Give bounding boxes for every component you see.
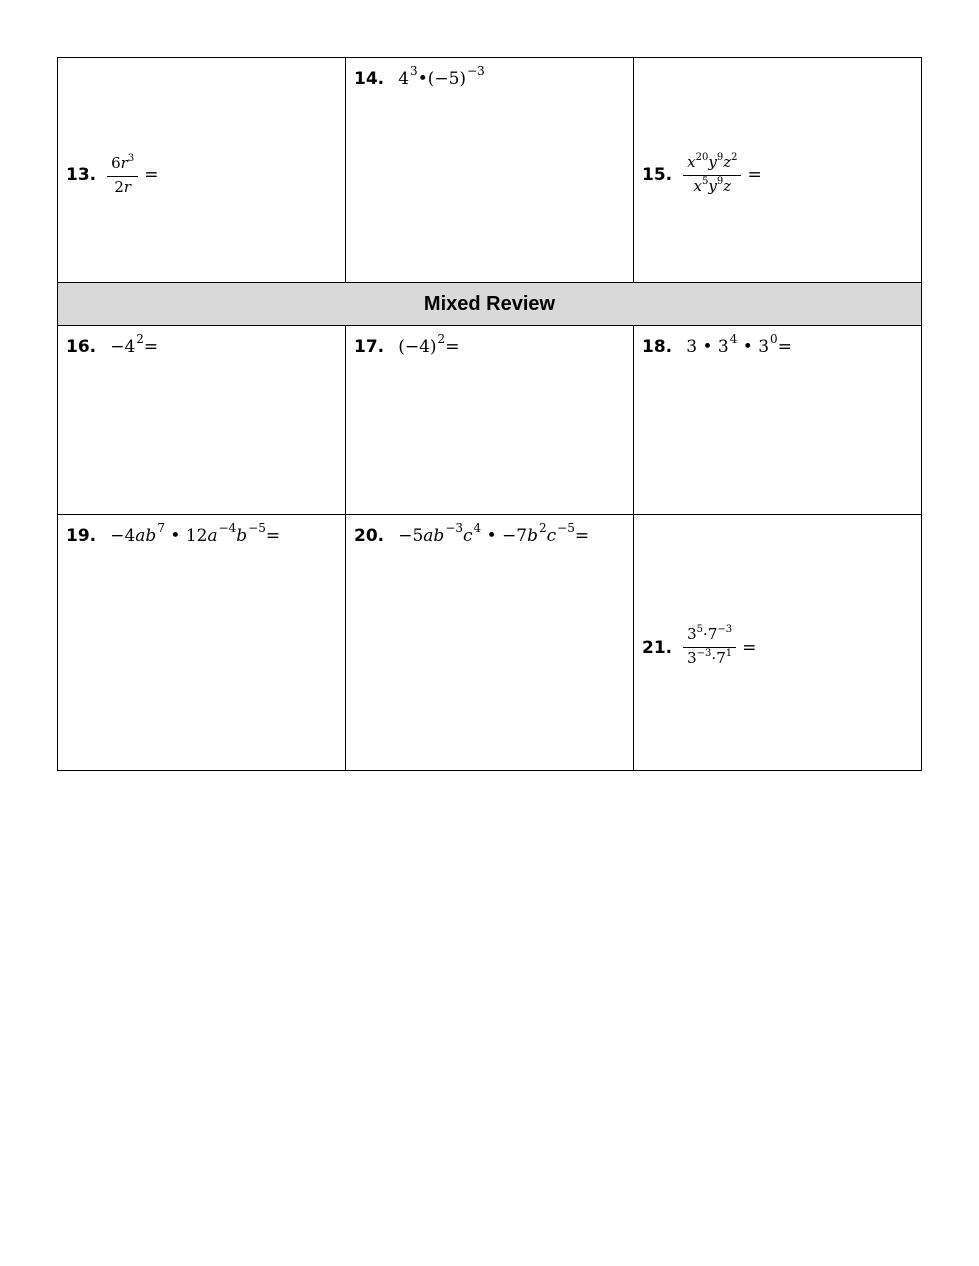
problem-number: 19. — [66, 525, 97, 546]
problem-number: 16. — [66, 336, 97, 357]
problem-number: 18. — [642, 336, 673, 357]
section-banner-row — [58, 283, 922, 326]
problem-17-cell — [346, 326, 634, 515]
table-row — [58, 58, 922, 283]
expression: $-5ab^{-3}c^4$ • $-7b^2c^{-5}=$ — [398, 520, 590, 546]
problem-14-cell — [346, 58, 634, 283]
problem-number: 21. — [642, 637, 673, 658]
fraction: $\frac{6r^3}{2r}$ — [107, 153, 138, 197]
table-row — [58, 515, 922, 771]
mixed-review-banner — [58, 283, 922, 326]
problem-21-cell — [634, 515, 922, 771]
problem-number: 20. — [354, 525, 385, 546]
equals-sign: = — [144, 165, 159, 185]
problem-15-cell — [634, 58, 922, 283]
problem-19-cell — [58, 515, 346, 771]
problem-20-cell — [346, 515, 634, 771]
equals-sign: = — [742, 637, 757, 658]
problem-number: 14. — [354, 68, 385, 89]
problem-number: 17. — [354, 336, 385, 357]
fraction: $\frac{3^5\cdot 7^{-3}}{3^{-3}\cdot 7^1}$ — [683, 624, 736, 671]
expression: $-4ab^7$ • $12a^{-4}b^{-5}=$ — [110, 520, 281, 546]
equals-sign: = — [747, 165, 762, 185]
problem-16-cell — [58, 326, 346, 515]
problem-number: 13. — [66, 165, 97, 185]
fraction: $\frac{x^{20}y^9z^2}{x^5y^9z}$ — [683, 152, 741, 199]
expression: $-4^2=$ — [110, 331, 159, 357]
expression: $(-4)^2=$ — [398, 331, 460, 357]
table-row — [58, 326, 922, 515]
problem-number: 15. — [642, 165, 673, 185]
section-title: Mixed Review — [423, 292, 556, 315]
problem-18-cell — [634, 326, 922, 515]
expression: 3 • $3^4$ • $3^0=$ — [686, 331, 792, 357]
problem-13-cell — [58, 58, 346, 283]
worksheet-table — [57, 57, 922, 771]
expression: $4^3•(-5)^{-3}$ — [398, 63, 485, 89]
